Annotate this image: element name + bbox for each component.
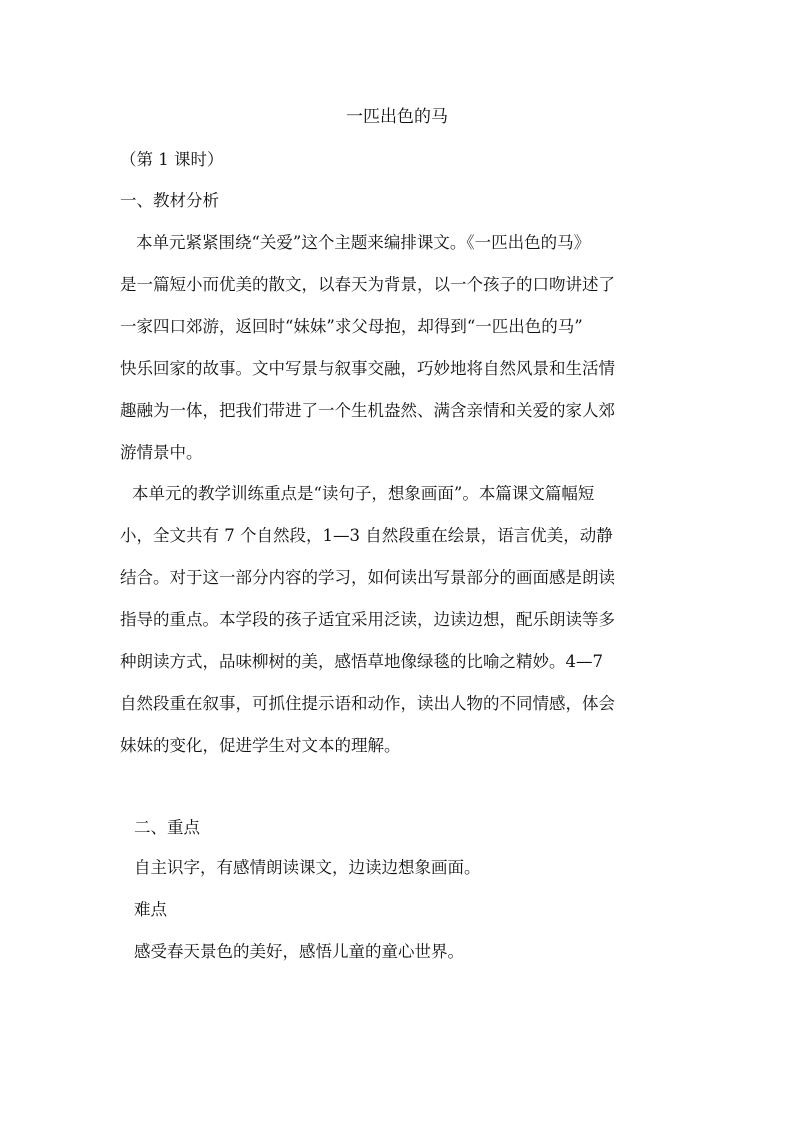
paragraph-line: 游情景中。 xyxy=(120,443,203,462)
lesson-label: （第 1 课时） xyxy=(120,150,224,169)
paragraph-line: 本单元的教学训练重点是“读句子，想象画面”。本篇课文篇幅短 xyxy=(132,484,595,503)
paragraph-line: 妹妹的变化，促进学生对文本的理解。 xyxy=(120,736,401,755)
paragraph-line: 小，全文共有 7 个自然段，1—3 自然段重在绘景，语言优美，动静 xyxy=(120,526,613,545)
paragraph-line: 指导的重点。本学段的孩子适宜采用泛读，边读边想，配乐朗读等多 xyxy=(120,610,615,629)
key-point-text: 自主识字，有感情朗读课文，边读边想象画面。 xyxy=(134,858,481,877)
section-heading-analysis: 一、教材分析 xyxy=(120,191,219,210)
paragraph-line: 种朗读方式，品味柳树的美，感悟草地像绿毯的比喻之精妙。4—7 xyxy=(120,652,603,671)
difficulty-heading: 难点 xyxy=(134,900,167,919)
document-title: 一匹出色的马 xyxy=(346,107,448,127)
paragraph-line: 快乐回家的故事。文中写景与叙事交融，巧妙地将自然风景和生活情 xyxy=(120,359,615,378)
difficulty-text: 感受春天景色的美好，感悟儿童的童心世界。 xyxy=(134,942,464,961)
section-heading-key-points: 二、重点 xyxy=(134,818,200,837)
paragraph-line: 趣融为一体，把我们带进了一个生机盎然、满含亲情和关爱的家人郊 xyxy=(120,401,615,420)
paragraph-line: 一家四口郊游，返回时“妹妹”求父母抱，却得到“一匹出色的马” xyxy=(120,317,583,336)
paragraph-line: 结合。对于这一部分内容的学习，如何读出写景部分的画面感是朗读 xyxy=(120,568,615,587)
paragraph-line: 是一篇短小而优美的散文，以春天为背景，以一个孩子的口吻讲述了 xyxy=(120,275,615,294)
paragraph-line: 自然段重在叙事，可抓住提示语和动作，读出人物的不同情感，体会 xyxy=(120,694,615,713)
paragraph-line: 本单元紧紧围绕“关爱”这个主题来编排课文。《一匹出色的马》 xyxy=(136,233,591,252)
